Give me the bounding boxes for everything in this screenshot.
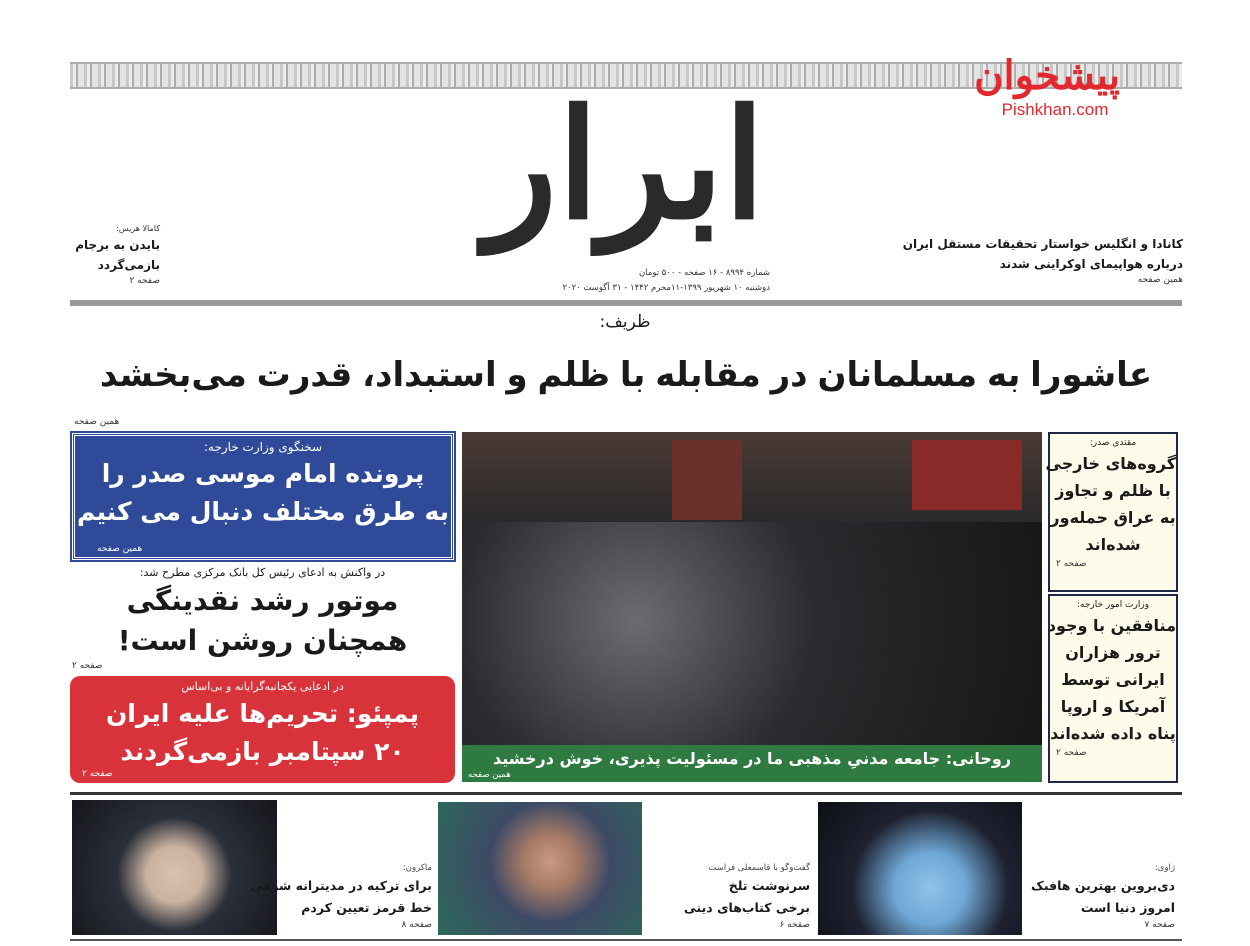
issue-info: شماره ۸۹۹۴ - ۱۶ صفحه - ۵۰۰ تومان دوشنبه ۱۰ شهریور ۱۳۹۹-۱۱محرم ۱۴۴۲ - ۳۱ آگوست ۲۰۲۰ bbox=[562, 268, 770, 293]
photo-caption[interactable]: روحانی: جامعه مدنیِ مذهبی ما در مسئولیت پذیری، خوش درخشید همین صفحه bbox=[462, 745, 1042, 782]
story-liquidity[interactable]: در واکنش به ادعای رئیس کل بانک مرکزی مطرح شد: موتور رشد نقدینگی همچنان روشن است! bbox=[117, 566, 408, 657]
side-story-1[interactable]: مقتدی صدر: گروه‌های خارجی با ظلم و تجاوز به عراق حمله‌ور شده‌اند صفحه ۲ bbox=[1048, 432, 1178, 592]
divider bbox=[70, 939, 1182, 941]
bottom-story-2[interactable]: گفت‌وگو با قاسمعلی فراست سرنوشت تلخ برخی کتاب‌های دینی صفحه ۶ bbox=[683, 863, 810, 930]
story-box-red[interactable]: در ادعایی یکجانبه‌گرایانه و بی‌اساس پمپئو: تحریم‌ها علیه ایران ۲۰ سپتامبر بازمی‌گردند صفحه ۲ bbox=[70, 676, 455, 783]
pishkhan-watermark: پیشخوان Pishkhan.com bbox=[974, 52, 1120, 119]
page-ref: همین صفحه bbox=[74, 417, 120, 427]
bottom-story-1[interactable]: ماکرون: برای ترکیه در مدیترانه شرقی خط قرمز تعیین کردم صفحه ۸ bbox=[250, 863, 432, 930]
interviewee-photo bbox=[438, 802, 642, 935]
footballer-photo bbox=[818, 802, 1022, 935]
divider bbox=[70, 300, 1182, 306]
bottom-story-3[interactable]: ژاوی: دی‌بروین بهترین هافبک امروز دنیا است صفحه ۷ bbox=[1031, 863, 1175, 930]
side-story-2[interactable]: وزارت امور خارجه: منافقین با وجود ترور هزاران ایرانی توسط آمریکا و اروپا پناه داده شده‌اند صفحه ۲ bbox=[1048, 594, 1178, 783]
story-box-blue[interactable]: سخنگوی وزارت خارجه: پرونده امام موسی صدر را به طرق مختلف دنبال می کنیم همین صفحه bbox=[72, 433, 454, 560]
page-ref: صفحه ۲ bbox=[72, 661, 103, 671]
main-headline[interactable]: عاشورا به مسلمانان در مقابله با ظلم و استبداد، قدرت می‌بخشد bbox=[99, 355, 1153, 395]
lead-kicker: ظریف: bbox=[599, 312, 651, 332]
macron-photo bbox=[72, 800, 277, 935]
teaser-top-right[interactable]: کانادا و انگلیس خواستار تحقیقات مستقل ایران درباره هواپیمای اوکراینی شدند همین صفحه bbox=[902, 237, 1183, 285]
divider bbox=[70, 792, 1182, 795]
newspaper-logo: ابرار bbox=[484, 77, 766, 253]
teaser-top-left[interactable]: کامالا هریس: بایدن به برجام بازمی‌گردد صفحه ۲ bbox=[75, 224, 160, 286]
mourning-ceremony-photo bbox=[462, 432, 1042, 745]
